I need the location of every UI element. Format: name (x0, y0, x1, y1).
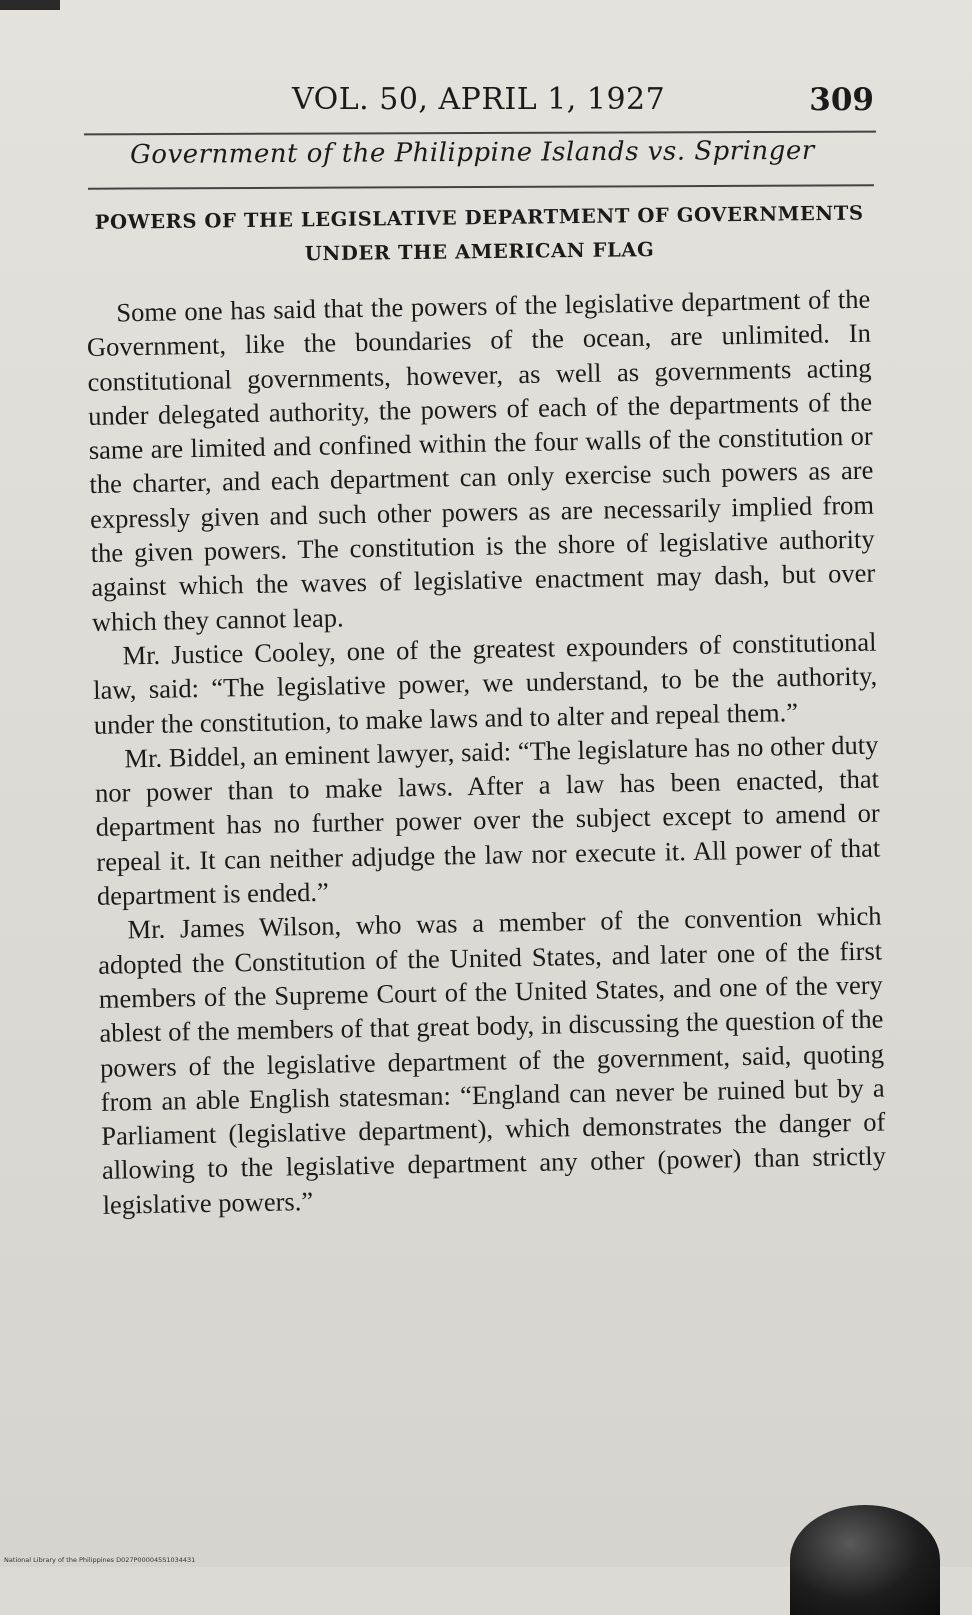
page-number: 309 (809, 82, 874, 118)
body-text (86, 282, 887, 1222)
scan-edge-shadow (0, 0, 60, 10)
paragraph-2: Mr. Justice Cooley, one of the greatest expounders of constitutional law, said: “The legislative power, we understand, to be the authority, under the constitution, to make laws and to alter and repeal them.” (92, 626, 878, 740)
running-head: VOL. 50, APRIL 1, 1927 (292, 82, 666, 117)
section-heading-line-1: POWERS OF THE LEGISLATIVE DEPARTMENT OF GOVERNMENTS (94, 201, 864, 234)
header-rule-top (84, 131, 876, 136)
paragraph-4: Mr. James Wilson, who was a member of the convention which adopted the Constitution of the United States, and later one of the first members of the Supreme Court of the United States, and one of the very ablest of the members of that great body, in discussing the question of the powers of the legislative department of the government, said, quoting from an able English statesman: “England can never be ruined but by a Parliament (legislative department), which demonstrates the danger of allowing to the legislative department any other (power) than strictly legislative powers.” (97, 900, 887, 1220)
header-rule-bottom (88, 184, 874, 189)
page-header (292, 82, 874, 126)
paragraph-1: Some one has said that the powers of the legislative department of the Government, like the boundaries of the ocean, are unlimited. In constitutional governments, however, as well as governments acting under delegated authority, the powers of each of the departments of the same are limited and confined within the four walls of the constitution or the charter, and each department can only exercise such powers as are expressly given and such other powers as are necessarily implied from the given powers. The constitution is the shore of legislative authority against which the waves of legislative enactment may dash, but over which they cannot leap. (86, 283, 876, 637)
library-credit: National Library of the Philippines D027P000045S1034431 (4, 1556, 196, 1564)
paragraph-3: Mr. Biddel, an eminent lawyer, said: “The legislature has no other duty nor power than to make laws. After a law has been enacted, that department has no further power over the subject except to amend or repeal it. It can neither adjudge the law nor execute it. All power of that department is ended.” (94, 729, 881, 911)
scanner-thumb-shadow (790, 1505, 940, 1615)
section-heading-line-2: UNDER THE AMERICAN FLAG (304, 238, 655, 266)
case-title: Government of the Philippine Islands vs. Springer (130, 135, 815, 170)
section-heading (84, 196, 875, 274)
